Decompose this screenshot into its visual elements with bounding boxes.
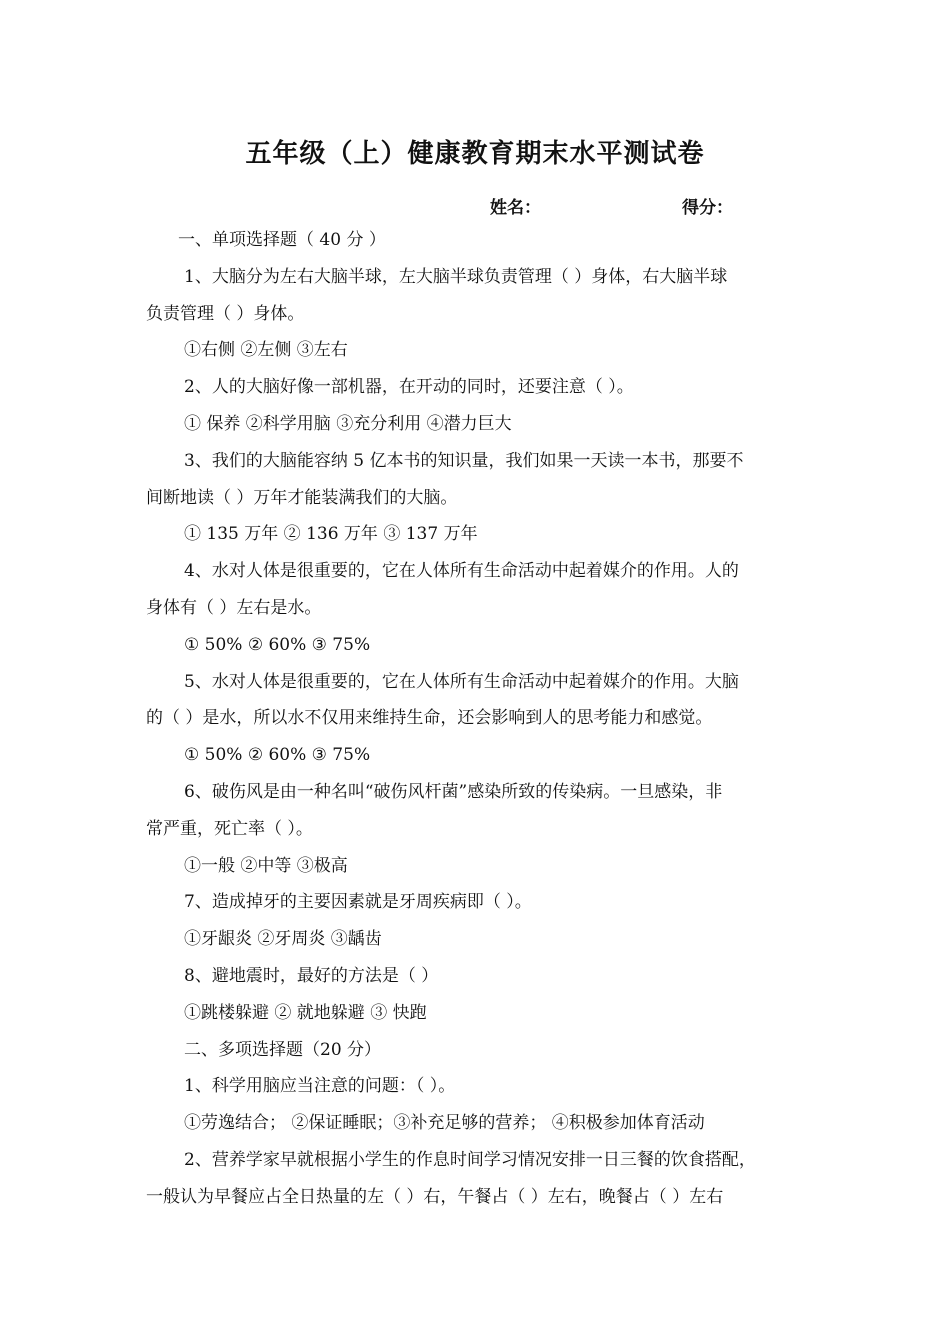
text-line: 7、造成掉牙的主要因素就是牙周疾病即（ ）。 (184, 892, 532, 913)
text-line: 一般认为早餐应占全日热量的左（ ）右，午餐占（ ）左右，晚餐占（ ）左右 (146, 1186, 724, 1207)
text-line: 间断地读（ ）万年才能装满我们的大脑。 (146, 487, 458, 508)
text-line: ① 135 万年 ② 136 万年 ③ 137 万年 (184, 524, 478, 545)
text-line: 2、营养学家早就根据小学生的作息时间学习情况安排一日三餐的饮食搭配， (184, 1150, 756, 1170)
text-line: 二、多项选择题（20 分） (184, 1039, 382, 1060)
text-line: ①牙龈炎 ②牙周炎 ③龋齿 (184, 929, 382, 950)
text-line: 2、人的大脑好像一部机器，在开动的同时，还要注意（ ）。 (184, 377, 634, 398)
text-line: ①劳逸结合； ②保证睡眠；③补充足够的营养； ④积极参加体育活动 (184, 1113, 705, 1134)
text-line: 8、避地震时，最好的方法是（ ） (184, 966, 439, 986)
text-line: ① 50% ② 60% ③ 75% (184, 634, 371, 655)
text-line: ① 50% ② 60% ③ 75% (184, 745, 371, 766)
text-line: ①跳楼躲避 ② 就地躲避 ③ 快跑 (184, 1002, 427, 1023)
text-line: ①右侧 ②左侧 ③左右 (184, 340, 348, 361)
text-line: 身体有（ ）左右是水。 (146, 598, 322, 618)
exam-title: 五年级（上）健康教育期末水平测试卷 (245, 139, 705, 169)
text-line: ①一般 ②中等 ③极高 (184, 855, 348, 876)
text-line: 一、单项选择题（ 40 分 ） (178, 230, 386, 250)
text-line: 负责管理（ ）身体。 (146, 303, 305, 324)
score-label: 得分： (682, 198, 733, 218)
text-line: 的（ ）是水，所以水不仅用来维持生命，还会影响到人的思考能力和感觉。 (146, 708, 713, 729)
text-line: 3、我们的大脑能容纳 5 亿本书的知识量，我们如果一天读一本书，那要不 (184, 450, 744, 471)
text-line: 常严重，死亡率（ ）。 (146, 818, 313, 839)
name-label: 姓名： (490, 198, 541, 218)
text-line: 5、水对人体是很重要的，它在人体所有生命活动中起着媒介的作用。大脑 (184, 671, 739, 692)
text-line: 1、科学用脑应当注意的问题：（ ）。 (184, 1076, 456, 1097)
text-line: 4、水对人体是很重要的，它在人体所有生命活动中起着媒介的作用。人的 (184, 561, 739, 582)
text-line: ① 保养 ②科学用脑 ③充分利用 ④潜力巨大 (184, 414, 512, 434)
text-line: 1、大脑分为左右大脑半球，左大脑半球负责管理（ ）身体，右大脑半球 (184, 266, 728, 287)
text-line: 6、破伤风是由一种名叫“破伤风杆菌”感染所致的传染病。一旦感染，非 (184, 782, 723, 802)
